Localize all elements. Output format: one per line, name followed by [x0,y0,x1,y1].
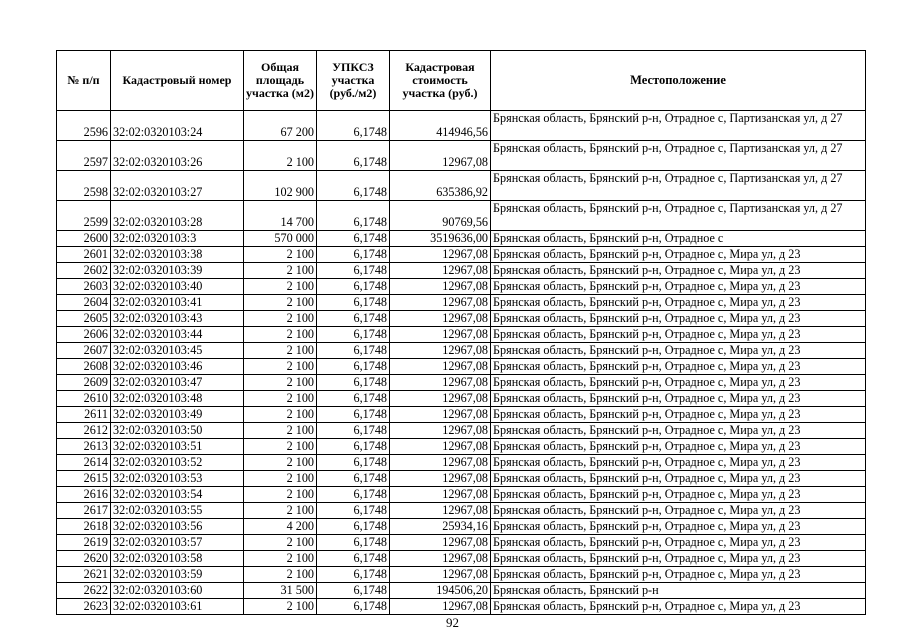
table-row [57,487,866,503]
area-cell: 2 100 [244,407,317,423]
cadastral-value-cell: 12967,08 [390,247,491,263]
cadastral-value-cell: 12967,08 [390,455,491,471]
location-cell: Брянская область, Брянский р-н, Отрадное с, Мира ул, д 23 [491,487,866,503]
cadastral-value-cell: 3519636,00 [390,231,491,247]
row-number-cell: 2615 [57,471,111,487]
area-cell: 2 100 [244,471,317,487]
location-cell: Брянская область, Брянский р-н [491,583,866,599]
upksz-cell: 6,1748 [317,535,390,551]
row-number-cell: 2599 [57,201,111,231]
row-number-cell: 2606 [57,327,111,343]
area-cell: 570 000 [244,231,317,247]
cadastral-value-cell: 12967,08 [390,439,491,455]
table-row [57,201,866,231]
table-row [57,583,866,599]
area-cell: 2 100 [244,295,317,311]
location-cell: Брянская область, Брянский р-н, Отрадное с, Мира ул, д 23 [491,551,866,567]
location-cell: Брянская область, Брянский р-н, Отрадное с, Мира ул, д 23 [491,279,866,295]
upksz-cell: 6,1748 [317,247,390,263]
area-cell: 2 100 [244,567,317,583]
cadastral-number-cell: 32:02:0320103:52 [111,455,244,471]
row-number-cell: 2620 [57,551,111,567]
upksz-cell: 6,1748 [317,503,390,519]
table-row [57,567,866,583]
row-number-cell: 2616 [57,487,111,503]
cadastral-value-cell: 12967,08 [390,263,491,279]
location-cell: Брянская область, Брянский р-н, Отрадное с, Мира ул, д 23 [491,599,866,615]
upksz-cell: 6,1748 [317,201,390,231]
location-cell: Брянская область, Брянский р-н, Отрадное с, Партизанская ул, д 27 [491,141,866,171]
location-cell: Брянская область, Брянский р-н, Отрадное с, Мира ул, д 23 [491,471,866,487]
header-cadastral-number: Кадастровый номер [111,51,244,111]
header-num: № п/п [57,51,111,111]
row-number-cell: 2608 [57,359,111,375]
area-cell: 2 100 [244,343,317,359]
row-number-cell: 2604 [57,295,111,311]
table-row [57,375,866,391]
cadastral-number-cell: 32:02:0320103:58 [111,551,244,567]
row-number-cell: 2609 [57,375,111,391]
cadastral-number-cell: 32:02:0320103:48 [111,391,244,407]
cadastral-number-cell: 32:02:0320103:27 [111,171,244,201]
table-row [57,423,866,439]
upksz-cell: 6,1748 [317,391,390,407]
cadastral-number-cell: 32:02:0320103:26 [111,141,244,171]
cadastral-number-cell: 32:02:0320103:46 [111,359,244,375]
cadastral-value-cell: 635386,92 [390,171,491,201]
location-cell: Брянская область, Брянский р-н, Отрадное с, Партизанская ул, д 27 [491,171,866,201]
table-row [57,111,866,141]
cadastral-value-cell: 25934,16 [390,519,491,535]
upksz-cell: 6,1748 [317,171,390,201]
header-cadastral-value: Кадастровая стоимость участка (руб.) [390,51,491,111]
table-header [57,51,866,111]
location-cell: Брянская область, Брянский р-н, Отрадное с, Партизанская ул, д 27 [491,201,866,231]
location-cell: Брянская область, Брянский р-н, Отрадное с, Мира ул, д 23 [491,407,866,423]
row-number-cell: 2617 [57,503,111,519]
cadastral-number-cell: 32:02:0320103:45 [111,343,244,359]
row-number-cell: 2619 [57,535,111,551]
row-number-cell: 2605 [57,311,111,327]
area-cell: 2 100 [244,279,317,295]
cadastral-value-cell: 12967,08 [390,311,491,327]
header-upksz: УПКСЗ участка (руб./м2) [317,51,390,111]
location-cell: Брянская область, Брянский р-н, Отрадное с, Мира ул, д 23 [491,359,866,375]
location-cell: Брянская область, Брянский р-н, Отрадное с, Мира ул, д 23 [491,503,866,519]
cadastral-value-cell: 12967,08 [390,295,491,311]
area-cell: 2 100 [244,391,317,407]
location-cell: Брянская область, Брянский р-н, Отрадное с, Мира ул, д 23 [491,439,866,455]
table-row [57,343,866,359]
cadastral-number-cell: 32:02:0320103:44 [111,327,244,343]
cadastral-value-cell: 12967,08 [390,503,491,519]
area-cell: 2 100 [244,247,317,263]
table-row [57,279,866,295]
cadastral-value-cell: 12967,08 [390,391,491,407]
upksz-cell: 6,1748 [317,423,390,439]
table-row [57,471,866,487]
area-cell: 2 100 [244,551,317,567]
location-cell: Брянская область, Брянский р-н, Отрадное с, Мира ул, д 23 [491,295,866,311]
cadastral-number-cell: 32:02:0320103:47 [111,375,244,391]
area-cell: 4 200 [244,519,317,535]
cadastral-number-cell: 32:02:0320103:28 [111,201,244,231]
area-cell: 67 200 [244,111,317,141]
table-body [57,111,866,615]
row-number-cell: 2607 [57,343,111,359]
upksz-cell: 6,1748 [317,439,390,455]
table-row [57,391,866,407]
row-number-cell: 2602 [57,263,111,279]
area-cell: 2 100 [244,487,317,503]
cadastral-value-cell: 12967,08 [390,407,491,423]
cadastral-number-cell: 32:02:0320103:60 [111,583,244,599]
cadastral-number-cell: 32:02:0320103:51 [111,439,244,455]
table-row [57,247,866,263]
location-cell: Брянская область, Брянский р-н, Отрадное с, Мира ул, д 23 [491,423,866,439]
cadastral-number-cell: 32:02:0320103:54 [111,487,244,503]
row-number-cell: 2614 [57,455,111,471]
area-cell: 2 100 [244,327,317,343]
row-number-cell: 2597 [57,141,111,171]
table-row [57,141,866,171]
upksz-cell: 6,1748 [317,567,390,583]
table-row [57,263,866,279]
location-cell: Брянская область, Брянский р-н, Отрадное с, Мира ул, д 23 [491,455,866,471]
table-row [57,455,866,471]
table-row [57,551,866,567]
location-cell: Брянская область, Брянский р-н, Отрадное с, Мира ул, д 23 [491,327,866,343]
area-cell: 2 100 [244,503,317,519]
row-number-cell: 2603 [57,279,111,295]
cadastral-value-cell: 194506,20 [390,583,491,599]
cadastral-value-cell: 12967,08 [390,551,491,567]
upksz-cell: 6,1748 [317,359,390,375]
upksz-cell: 6,1748 [317,407,390,423]
cadastral-value-cell: 12967,08 [390,423,491,439]
header-area: Общая площадь участка (м2) [244,51,317,111]
row-number-cell: 2623 [57,599,111,615]
upksz-cell: 6,1748 [317,487,390,503]
cadastral-number-cell: 32:02:0320103:61 [111,599,244,615]
cadastral-value-cell: 12967,08 [390,599,491,615]
area-cell: 31 500 [244,583,317,599]
upksz-cell: 6,1748 [317,327,390,343]
cadastral-value-cell: 12967,08 [390,343,491,359]
upksz-cell: 6,1748 [317,141,390,171]
cadastral-number-cell: 32:02:0320103:38 [111,247,244,263]
table-row [57,599,866,615]
cadastral-number-cell: 32:02:0320103:40 [111,279,244,295]
location-cell: Брянская область, Брянский р-н, Отрадное с, Мира ул, д 23 [491,519,866,535]
row-number-cell: 2596 [57,111,111,141]
location-cell: Брянская область, Брянский р-н, Отрадное с, Партизанская ул, д 27 [491,111,866,141]
upksz-cell: 6,1748 [317,311,390,327]
cadastral-number-cell: 32:02:0320103:50 [111,423,244,439]
table-row [57,171,866,201]
cadastral-value-cell: 12967,08 [390,535,491,551]
location-cell: Брянская область, Брянский р-н, Отрадное с, Мира ул, д 23 [491,343,866,359]
area-cell: 102 900 [244,171,317,201]
row-number-cell: 2618 [57,519,111,535]
table-row [57,311,866,327]
area-cell: 2 100 [244,359,317,375]
upksz-cell: 6,1748 [317,519,390,535]
row-number-cell: 2613 [57,439,111,455]
upksz-cell: 6,1748 [317,295,390,311]
header-location: Местоположение [491,51,866,111]
area-cell: 2 100 [244,535,317,551]
location-cell: Брянская область, Брянский р-н, Отрадное с, Мира ул, д 23 [491,535,866,551]
cadastral-number-cell: 32:02:0320103:57 [111,535,244,551]
cadastral-number-cell: 32:02:0320103:39 [111,263,244,279]
header-row [57,51,866,111]
cadastral-value-cell: 12967,08 [390,359,491,375]
area-cell: 2 100 [244,141,317,171]
page-number: 92 [446,615,459,630]
location-cell: Брянская область, Брянский р-н, Отрадное с, Мира ул, д 23 [491,375,866,391]
cadastral-number-cell: 32:02:0320103:41 [111,295,244,311]
cadastral-table [56,50,866,615]
cadastral-number-cell: 32:02:0320103:55 [111,503,244,519]
cadastral-value-cell: 12967,08 [390,327,491,343]
upksz-cell: 6,1748 [317,455,390,471]
cadastral-value-cell: 12967,08 [390,567,491,583]
upksz-cell: 6,1748 [317,375,390,391]
area-cell: 2 100 [244,263,317,279]
cadastral-value-cell: 12967,08 [390,375,491,391]
row-number-cell: 2621 [57,567,111,583]
area-cell: 14 700 [244,201,317,231]
cadastral-number-cell: 32:02:0320103:53 [111,471,244,487]
cadastral-number-cell: 32:02:0320103:56 [111,519,244,535]
table-row [57,295,866,311]
table-row [57,535,866,551]
cadastral-value-cell: 414946,56 [390,111,491,141]
row-number-cell: 2598 [57,171,111,201]
location-cell: Брянская область, Брянский р-н, Отрадное с, Мира ул, д 23 [491,311,866,327]
table-row [57,359,866,375]
upksz-cell: 6,1748 [317,279,390,295]
cadastral-value-cell: 12967,08 [390,487,491,503]
upksz-cell: 6,1748 [317,111,390,141]
area-cell: 2 100 [244,439,317,455]
cadastral-number-cell: 32:02:0320103:59 [111,567,244,583]
location-cell: Брянская область, Брянский р-н, Отрадное с, Мира ул, д 23 [491,247,866,263]
area-cell: 2 100 [244,599,317,615]
upksz-cell: 6,1748 [317,599,390,615]
table-row [57,231,866,247]
row-number-cell: 2612 [57,423,111,439]
location-cell: Брянская область, Брянский р-н, Отрадное с, Мира ул, д 23 [491,391,866,407]
area-cell: 2 100 [244,455,317,471]
area-cell: 2 100 [244,423,317,439]
area-cell: 2 100 [244,375,317,391]
upksz-cell: 6,1748 [317,583,390,599]
upksz-cell: 6,1748 [317,263,390,279]
location-cell: Брянская область, Брянский р-н, Отрадное с, Мира ул, д 23 [491,567,866,583]
upksz-cell: 6,1748 [317,471,390,487]
cadastral-value-cell: 12967,08 [390,471,491,487]
upksz-cell: 6,1748 [317,231,390,247]
location-cell: Брянская область, Брянский р-н, Отрадное с, Мира ул, д 23 [491,263,866,279]
cadastral-value-cell: 90769,56 [390,201,491,231]
cadastral-number-cell: 32:02:0320103:3 [111,231,244,247]
table-row [57,519,866,535]
table-row [57,327,866,343]
row-number-cell: 2600 [57,231,111,247]
row-number-cell: 2611 [57,407,111,423]
row-number-cell: 2601 [57,247,111,263]
table-row [57,407,866,423]
table-row [57,503,866,519]
upksz-cell: 6,1748 [317,551,390,567]
cadastral-value-cell: 12967,08 [390,141,491,171]
row-number-cell: 2610 [57,391,111,407]
cadastral-number-cell: 32:02:0320103:43 [111,311,244,327]
upksz-cell: 6,1748 [317,343,390,359]
area-cell: 2 100 [244,311,317,327]
table-row [57,439,866,455]
cadastral-value-cell: 12967,08 [390,279,491,295]
row-number-cell: 2622 [57,583,111,599]
cadastral-number-cell: 32:02:0320103:24 [111,111,244,141]
location-cell: Брянская область, Брянский р-н, Отрадное с [491,231,866,247]
cadastral-number-cell: 32:02:0320103:49 [111,407,244,423]
